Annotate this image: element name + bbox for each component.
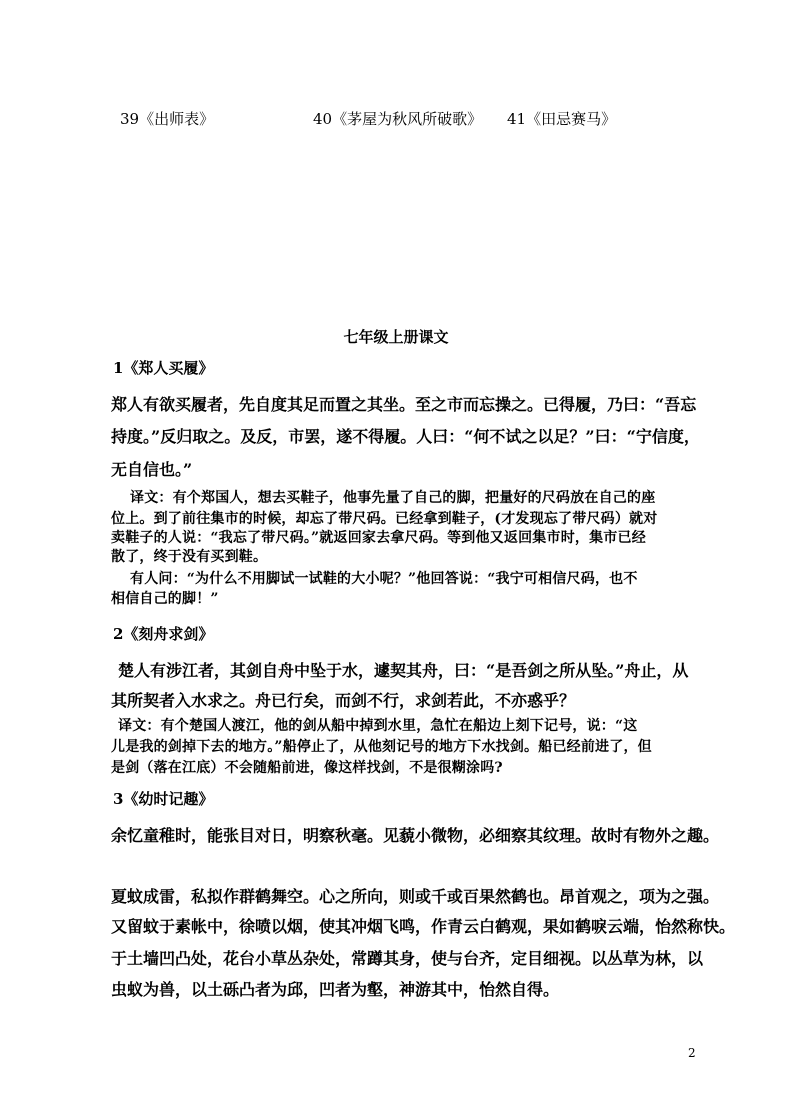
section-1-translation-line: 散了，终于没有买到鞋。 [111,549,268,565]
page-number: 2 [688,1046,696,1060]
section-1-original-line: 持度。”反归取之。及反，市罢，遂不得履。人曰：“何不试之以足？”曰：“宁信度， [111,427,700,446]
section-3-original-line: 于土墙凹凸处，花台小草丛杂处，常蹲其身，使与台齐，定目细视。以丛草为林，以 [111,949,704,968]
toc-item-41: 41《田忌赛马》 [507,110,617,128]
section-1-translation-line: 相信自己的脚！” [111,591,219,607]
section-heading-2: 2《刻舟求剑》 [113,625,214,643]
section-heading-3: 3《幼时记趣》 [113,790,214,808]
section-3-original-line: 又留蚊于素帐中，徐喷以烟，使其冲烟飞鸣，作青云白鹤观，果如鹤唳云端，怡然称快。 [111,917,736,936]
section-2-translation-line: 是剑（落在江底）不会随船前进，像这样找剑，不是很糊涂吗? [111,760,503,776]
section-2-original-line: 其所契者入水求之。舟已行矣，而剑不行，求剑若此，不亦惑乎？ [111,691,576,710]
section-1-translation-line: 译文：有个郑国人，想去买鞋子，他事先量了自己的脚，把量好的尺码放在自己的座 [130,490,656,506]
section-1-translation-line: 位上。到了前往集市的时候，却忘了带尺码。已经拿到鞋子，(才发现忘了带尺码）就对 [111,511,658,527]
section-3-original-line: 余忆童稚时，能张目对日，明察秋毫。见藐小微物，必细察其纹理。故时有物外之趣。 [111,826,720,845]
page-title: 七年级上册课文 [343,328,449,346]
section-3-original-line: 虫蚁为兽，以土砾凸者为邱，凹者为壑，神游其中，怡然自得。 [111,980,560,999]
section-1-translation-line: 卖鞋子的人说：“我忘了带尺码。”就返回家去拿尺码。等到他又返回集市时，集市已经 [111,530,646,546]
toc-item-39: 39《出师表》 [120,110,215,128]
section-2-translation-line: 儿是我的剑掉下去的地方。”船停止了，从他刻记号的地方下水找剑。船已经前进了，但 [111,739,652,755]
section-2-original-line: 楚人有涉江者，其剑自舟中坠于水，遽契其舟，曰：“是吾剑之所从坠。”舟止，从 [118,661,689,680]
section-3-original-line: 夏蚊成雷，私拟作群鹤舞空。心之所向，则或千或百果然鹤也。昂首观之，项为之强。 [111,887,720,906]
section-heading-1: 1《郑人买履》 [113,359,214,377]
toc-item-40: 40《茅屋为秋风所破歌》 [313,110,483,128]
section-1-translation-line: 有人问：“为什么不用脚试一试鞋的大小呢？”他回答说：“我宁可相信尺码，也不 [130,571,638,587]
section-1-original-line: 郑人有欲买履者，先自度其足而置之其坐。至之市而忘操之。已得履，乃曰：“吾忘 [111,395,697,414]
section-2-translation-line: 译文：有个楚国人渡江，他的剑从船中掉到水里，急忙在船边上刻下记号，说：“这 [118,718,638,734]
section-1-original-line: 无自信也。” [111,460,193,479]
